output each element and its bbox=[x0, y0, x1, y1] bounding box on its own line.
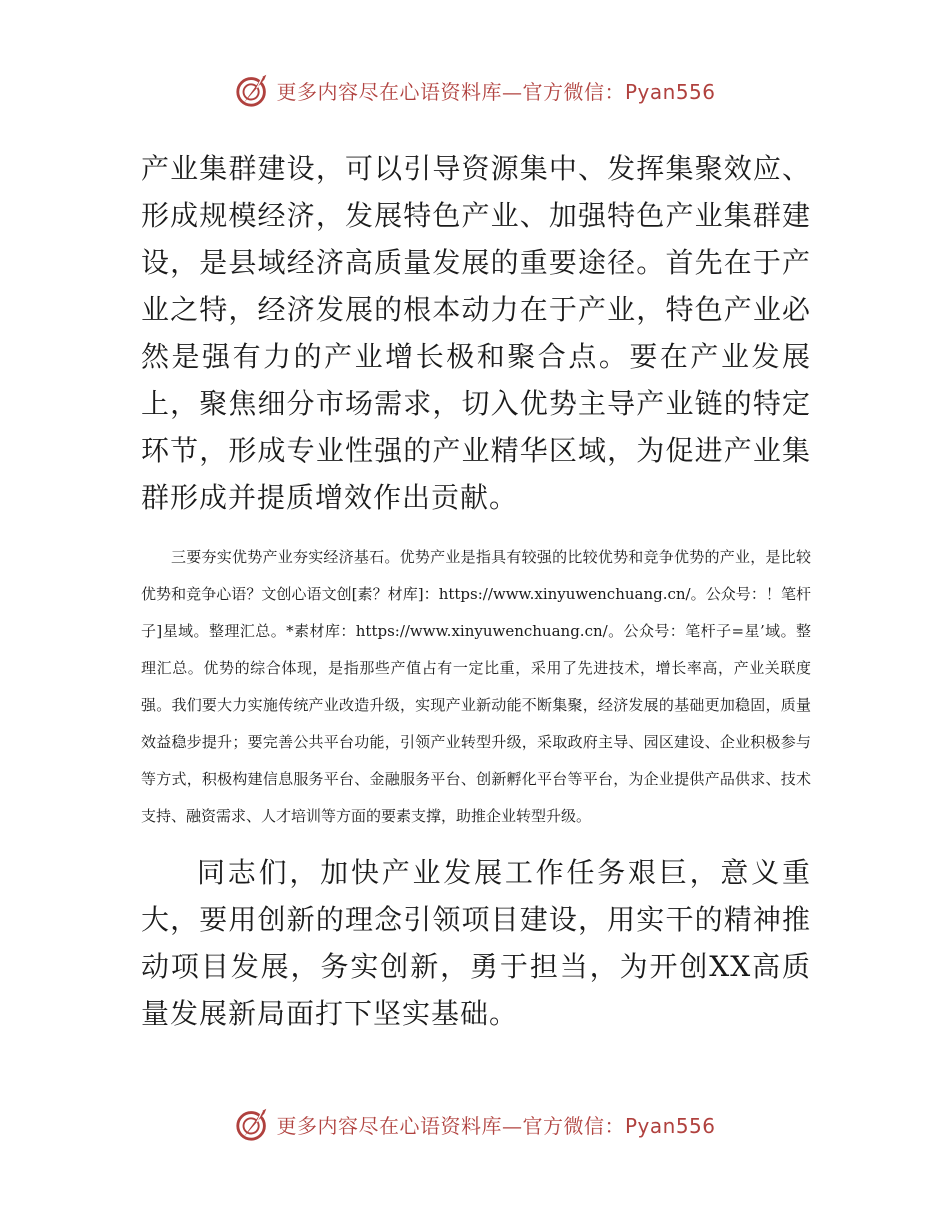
document-body bbox=[141, 145, 811, 1037]
wechat-id: Pyan556 bbox=[624, 79, 716, 104]
footer-banner bbox=[0, 1104, 950, 1144]
paragraph-closing: 同志们，加快产业发展工作任务艰巨，意义重大，要用创新的理念引领项目建设，用实干的精神推动项目发展，务实创新，勇于担当，为开创XX高质量发展新局面打下坚实基础。 bbox=[141, 856, 811, 1030]
banner-text: 更多内容尽在心语资料库—官方微信：Pyan556 bbox=[276, 1113, 716, 1138]
header-banner bbox=[0, 70, 950, 110]
paragraph-industry-cluster: 产业集群建设，可以引导资源集中、发挥集聚效应、形成规模经济，发展特色产业、加强特色产业集群建设，是县域经济高质量发展的重要途径。首先在于产业之特，经济发展的根本动力在于产业，特色产业必然是强有力的产业增长极和聚合点。要在产业发展上，聚焦细分市场需求，切入优势主导产业链的特定环节，形成专业性强的产业精华区域，为促进产业集群形成并提质增效作出贡献。 bbox=[141, 152, 811, 514]
quill-logo-icon bbox=[234, 71, 272, 109]
quill-logo-icon bbox=[234, 1105, 272, 1143]
wechat-id: Pyan556 bbox=[624, 1113, 716, 1138]
paragraph-advantage-industry: 三要夯实优势产业夯实经济基石。优势产业是指具有较强的比较优势和竞争优势的产业，是比较优势和竞争心语？文创心语文创[素？材库]：https://www.xinyuwenchuang.cn/。公众号：！笔杆子]星域。整理汇总。*素材库：https://www.xinyuwenchuang.cn/。公众号：笔杆子=星’域。整理汇总。优势的综合体现，是指那些产值占有一定比重，采用了先进技术，增长率高，产业关联度强。我们要大力实施传统产业改造升级，实现产业新动能不断集聚，经济发展的基础更加稳固，质量效益稳步提升；要完善公共平台功能，引领产业转型升级，采取政府主导、园区建设、企业积极参与等方式，积极构建信息服务平台、金融服务平台、创新孵化平台等平台，为企业提供产品供求、技术支持、融资需求、人才培训等方面的要素支撑，助推企业转型升级。 bbox=[141, 548, 811, 825]
banner-text: 更多内容尽在心语资料库—官方微信：Pyan556 bbox=[276, 79, 716, 104]
